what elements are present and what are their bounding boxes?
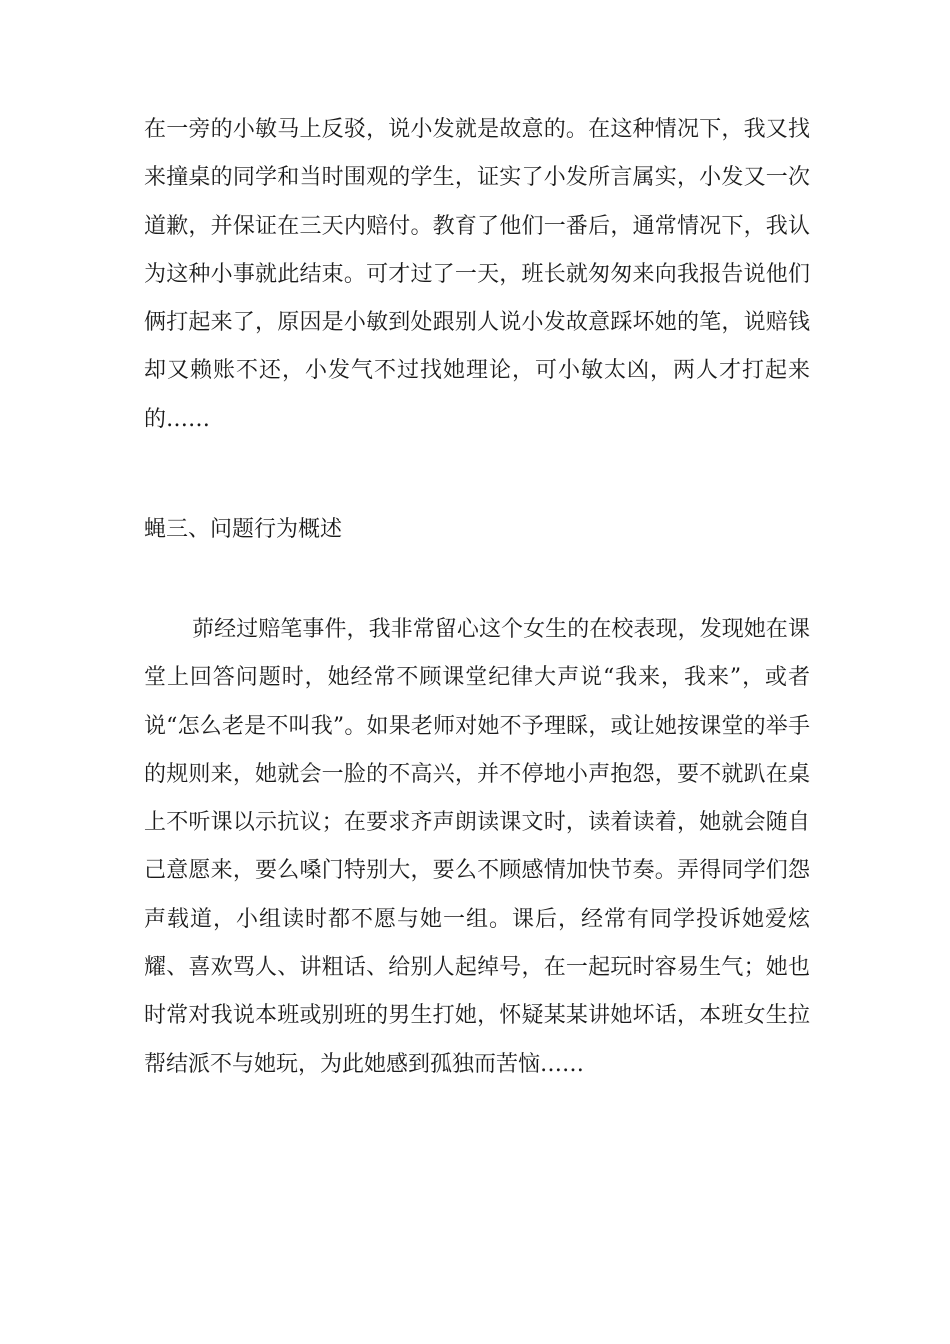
body-paragraph: 茆经过赔笔事件，我非常留心这个女生的在校表现，发现她在课堂上回答问题时，她经常不顾课堂纪律大声说“我来，我来”，或者说“怎么老是不叫我”。如果老师对她不予理睬，或让她按课堂的举手的规则来，她就会一脸的不高兴，并不停地小声抱怨，要不就趴在桌上不听课以示抗议；在要求齐声朗读课文时，读着读着，她就会随自己意愿来，要么嗓门特别大，要么不顾感情加快节奏。弄得同学们怨声载道，小组读时都不愿与她一组。课后，经常有同学投诉她爱炫耀、喜欢骂人、讲粗话、给别人起绰号，在一起玩时容易生气；她也时常对我说本班或别班的男生打她，怀疑某某讲她坏话，本班女生拉帮结派不与她玩，为此她感到孤独而苦恼…… (144, 617, 810, 1077)
body-paragraph: 在一旁的小敏马上反驳，说小发就是故意的。在这种情况下，我又找来撞桌的同学和当时围观的学生，证实了小发所言属实，小发又一次道歉，并保证在三天内赔付。教育了他们一番后，通常情况下，我认为这种小事就此结束。可才过了一天，班长就匆匆来向我报告说他们俩打起来了，原因是小敏到处跟别人说小发故意踩坏她的笔，说赔钱却又赖账不还，小发气不过找她理论，可小敏太凶，两人才打起来的…… (144, 117, 810, 432)
section-heading: 蝇三、问题行为概述 (144, 517, 343, 542)
